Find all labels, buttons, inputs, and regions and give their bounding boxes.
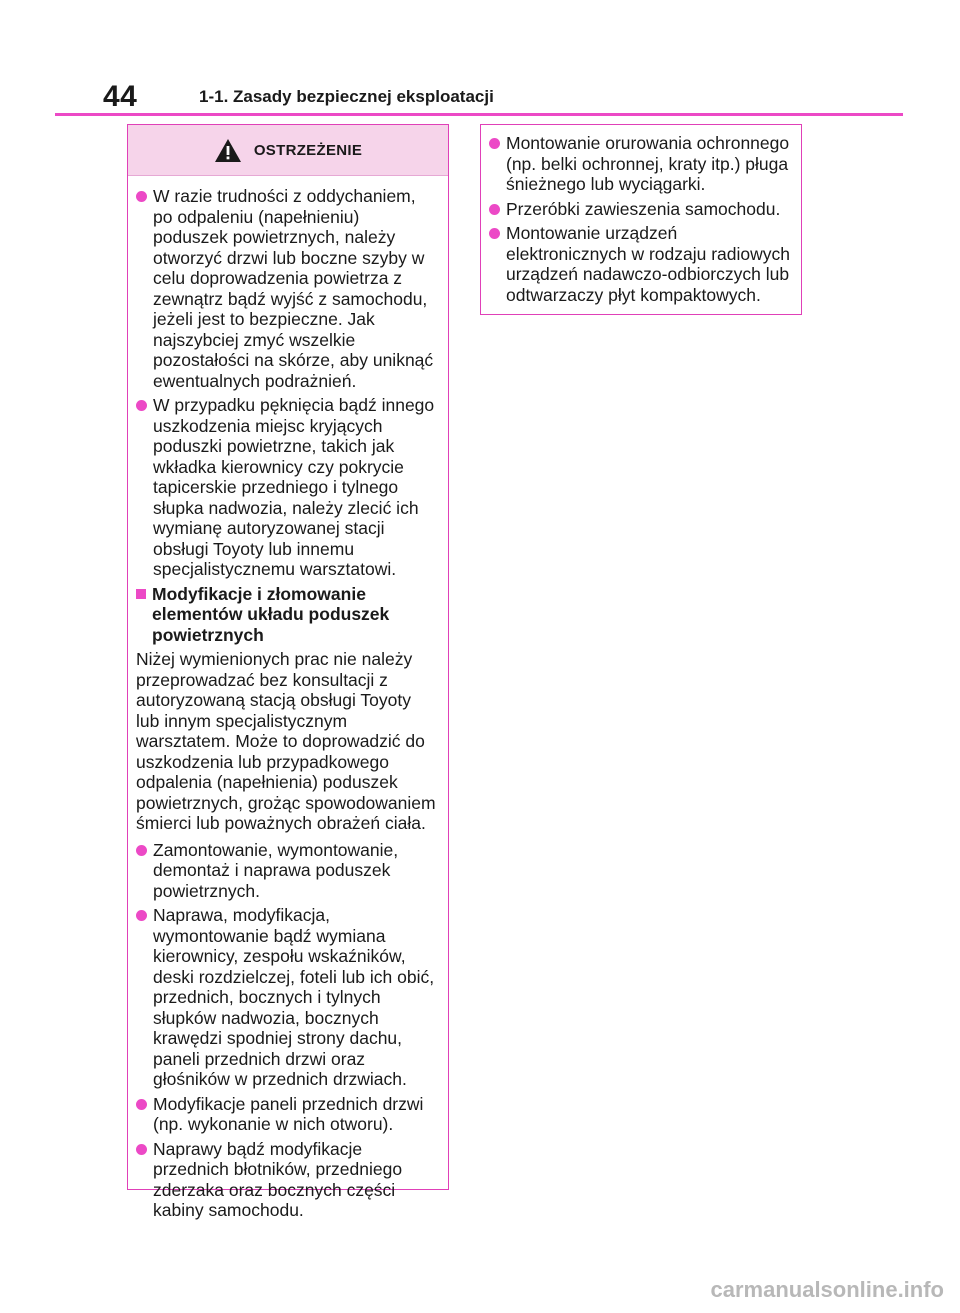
list-item-text: Montowanie orurowania ochronnego (np. belki ochronnej, kraty itp.) pługa śnieżnego lub wyciągarki. xyxy=(506,133,790,194)
bullet-dot-icon xyxy=(136,400,147,411)
list-item xyxy=(489,223,791,305)
list-item-text: Modyfikacje paneli przednich drzwi (np. wykonanie w nich otworu). xyxy=(153,1093,424,1134)
header-rule xyxy=(55,113,903,116)
list-item xyxy=(136,840,438,902)
warning-bullet xyxy=(136,186,438,391)
warning-header xyxy=(128,125,448,176)
list-item-text: Przeróbki zawieszenia samochodu. xyxy=(506,198,781,219)
bullet-dot-icon xyxy=(489,138,500,149)
list-item xyxy=(489,199,791,220)
list-item xyxy=(489,133,791,195)
list-item-text: Naprawy bądź modyfikacje przednich błotników, przedniego zderzaka oraz bocznych części kabiny samochodu. xyxy=(153,1138,403,1220)
subheading-text: Modyfikacje i złomowanie elementów układu poduszek powietrznych xyxy=(152,583,390,645)
list-item xyxy=(136,1094,438,1135)
list-item xyxy=(136,905,438,1090)
list-item-text: Zamontowanie, wymontowanie, demontaż i naprawa poduszek powietrznych. xyxy=(153,839,399,901)
bullet-dot-icon xyxy=(489,204,500,215)
subheading xyxy=(136,584,438,646)
warning-continuation-box xyxy=(480,124,802,315)
section-title: 1-1. Zasady bezpiecznej eksploatacji xyxy=(199,87,494,106)
bullet-dot-icon xyxy=(489,228,500,239)
bullet-dot-icon xyxy=(136,845,147,856)
warning-body xyxy=(128,176,448,1221)
bullet-dot-icon xyxy=(136,1099,147,1110)
watermark: carmanualsonline.info xyxy=(710,1277,944,1302)
warning-title: OSTRZEŻENIE xyxy=(253,141,363,159)
body-paragraph: Niżej wymienionych prac nie należy przeprowadzać bez konsultacji z autoryzowaną stacją obsługi Toyoty lub innym specjalistycznym warsztatem. Może to doprowadzić do uszkodzenia lub przypadkowego odpalenia (napełnienia) poduszek powietrznych, grożąc spowodowaniem śmierci lub poważnych obrażeń ciała. xyxy=(136,649,436,833)
page-header xyxy=(103,80,903,116)
bullet-dot-icon xyxy=(136,191,147,202)
square-bullet-icon xyxy=(136,589,146,599)
warning-bullet xyxy=(136,395,438,580)
page-number: 44 xyxy=(103,80,138,113)
bullet-text: W przypadku pęknięcia bądź innego uszkodzenia miejsc kryjących poduszki powietrzne, takich jak wkładka kierownicy czy pokrycie tapicerskie przedniego i tylnego słupka nadwozia, należy zlecić ich wymianę autoryzowanej stacji obsługi Toyoty lub innemu specjalistycznemu warsztatowi. xyxy=(153,395,435,579)
list-item-text: Montowanie urządzeń elektronicznych w rodzaju radiowych urządzeń nadawczo-odbiorczych lub odtwarzaczy płyt kompaktowych. xyxy=(506,223,791,305)
bullet-dot-icon xyxy=(136,1144,147,1155)
bullet-dot-icon xyxy=(136,910,147,921)
bullet-text: W razie trudności z oddychaniem, po odpaleniu (napełnieniu) poduszek powietrznych, należy otworzyć drzwi lub boczne szyby w celu doprowadzenia powietrza z zewnątrz bądź wyjść z samochodu, jeżeli jest to bezpieczne. Jak najszybciej zmyć wszelkie pozostałości na skórze, aby uniknąć ewentualnych podrażnień. xyxy=(153,186,434,391)
warning-box xyxy=(127,124,449,1220)
list-item xyxy=(136,1139,438,1221)
list-item-text: Naprawa, modyfikacja, wymontowanie bądź wymiana kierownicy, zespołu wskaźników, deski rozdzielczej, foteli lub ich obić, przednich, bocznych i tylnych słupków nadwozia, bocznych krawędzi spodniej strony dachu, paneli przednich drzwi oraz głośników w przednich drzwiach. xyxy=(153,905,435,1089)
warning-triangle-icon xyxy=(214,138,242,163)
